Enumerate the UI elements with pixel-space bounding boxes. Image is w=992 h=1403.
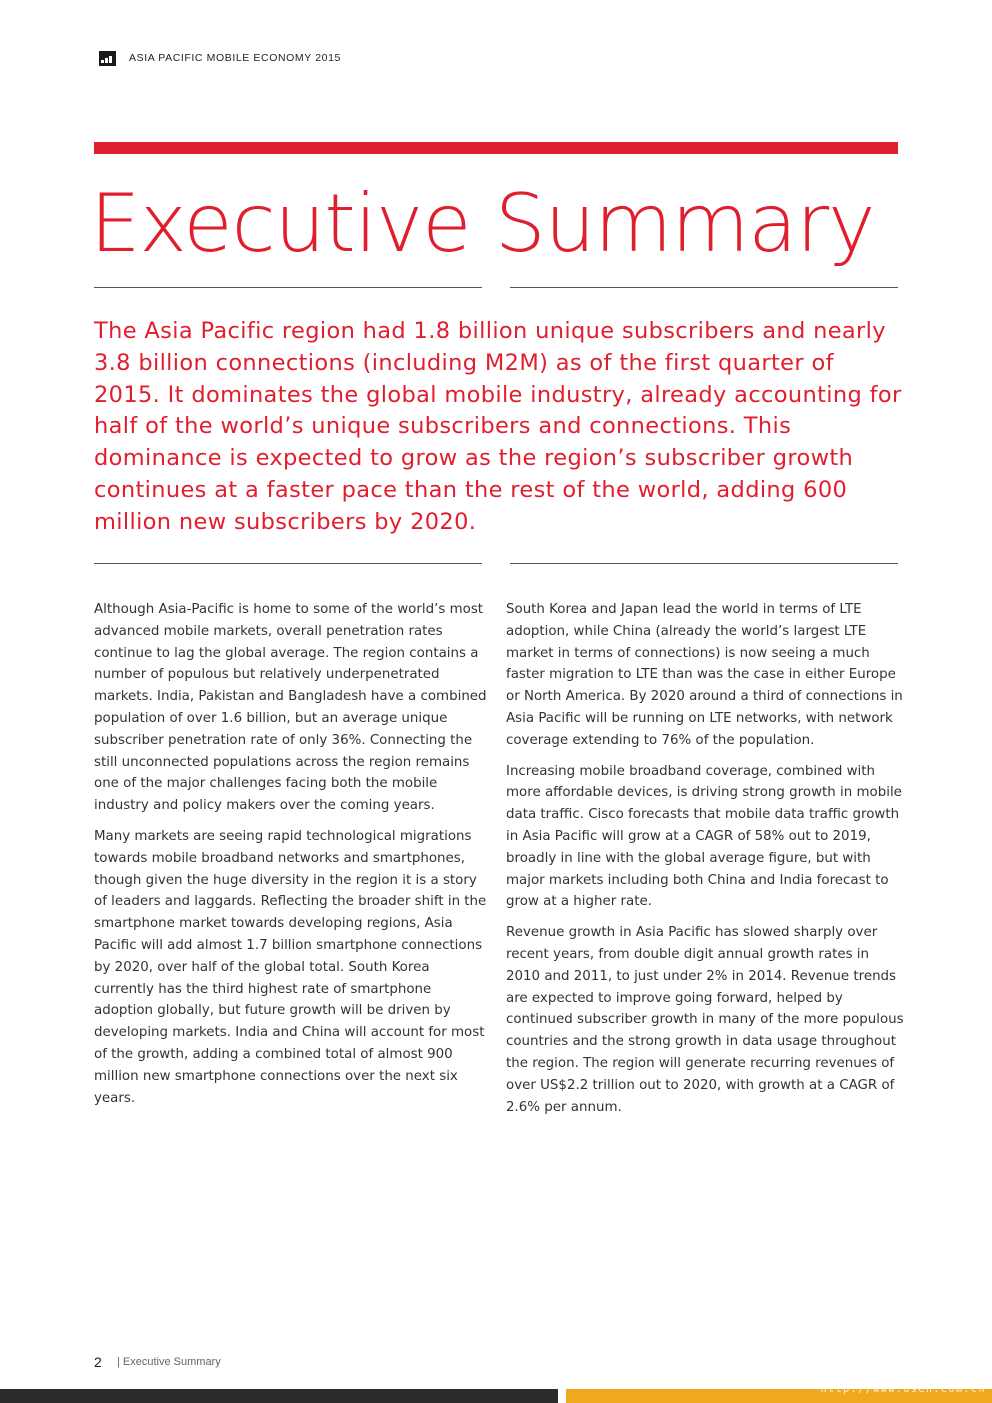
body-paragraph: Revenue growth in Asia Pacific has slowed sharply over recent years, from double digit annual growth rates in 2010 and 2011, to just under 2% in 2014. Revenue trends are expected to improve going forward, helped by continued subscriber growth in many of the more populous countries and the strong growth in data usage throughout the region. The region will generate recurring revenues of over US$2.2 trillion out to 2020, with growth at a CAGR of 2.6% per annum.	[506, 925, 904, 1115]
footer-bar-dark	[0, 1389, 558, 1403]
bar-chart-icon	[99, 51, 116, 66]
report-title: ASIA PACIFIC MOBILE ECONOMY 2015	[129, 52, 341, 64]
page-title: Executive Summary	[90, 177, 875, 270]
title-accent-bar	[94, 142, 898, 154]
divider	[510, 287, 898, 288]
divider	[510, 563, 898, 564]
body-column-left	[94, 599, 492, 1118]
body-paragraph: Although Asia-Pacific is home to some of the world’s most advanced mobile markets, overall penetration rates continue to lag the global average. The region contains a number of populous but relatively underpenetrated markets. India, Pakistan and Bangladesh have a combined population of over 1.6 billion, but an average unique subscriber penetration rate of only 36%. Connecting the still unconnected populations across the region remains one of the major challenges facing both the mobile industry and policy makers over the coming years.	[94, 602, 487, 814]
intro-paragraph: The Asia Pacific region had 1.8 billion unique subscribers and nearly 3.8 billion connections (including M2M) as of the first quarter of 2015. It dominates the global mobile industry, already accounting for half of the world’s unique subscribers and connections. This dominance is expected to grow as the region’s subscriber growth continues at a faster pace than the rest of the world, adding 600 million new subscribers by 2020.	[94, 318, 902, 535]
body-column-right	[506, 599, 904, 1127]
body-paragraph: Increasing mobile broadband coverage, combined with more affordable devices, is driving strong growth in mobile data traffic. Cisco forecasts that mobile data traffic growth in Asia Pacific will grow at a CAGR of 58% out to 2019, broadly in line with the global average figure, but with major markets including both China and India forecast to grow at a higher rate.	[506, 763, 902, 910]
page-header	[99, 49, 341, 67]
body-paragraph: South Korea and Japan lead the world in terms of LTE adoption, while China (already the world’s largest LTE market in terms of connections) is now seeing a much faster migration to LTE than was the case in either Europe or North America. By 2020 around a third of connections in Asia Pacific will be running on LTE networks, with network coverage extending to 76% of the population.	[506, 602, 903, 748]
divider	[94, 287, 482, 288]
divider	[94, 563, 482, 564]
page-number: 2	[94, 1354, 102, 1370]
body-paragraph: Many markets are seeing rapid technological migrations towards mobile broadband networks and smartphones, though given the huge diversity in the region it is a story of leaders and laggards. Reflecting the broader shift in the smartphone market towards developing regions, Asia Pacific will add almost 1.7 billion smartphone connections by 2020, over half of the global total. South Korea currently has the third highest rate of smartphone adoption globally, but future growth will be driven by developing markets. India and China will account for most of the growth, adding a combined total of almost 900 million new smartphone connections over the next six years.	[94, 828, 487, 1106]
watermark-url: http://www.dsen.com.cn	[820, 1384, 986, 1395]
footer-section-label: | Executive Summary	[117, 1356, 221, 1368]
